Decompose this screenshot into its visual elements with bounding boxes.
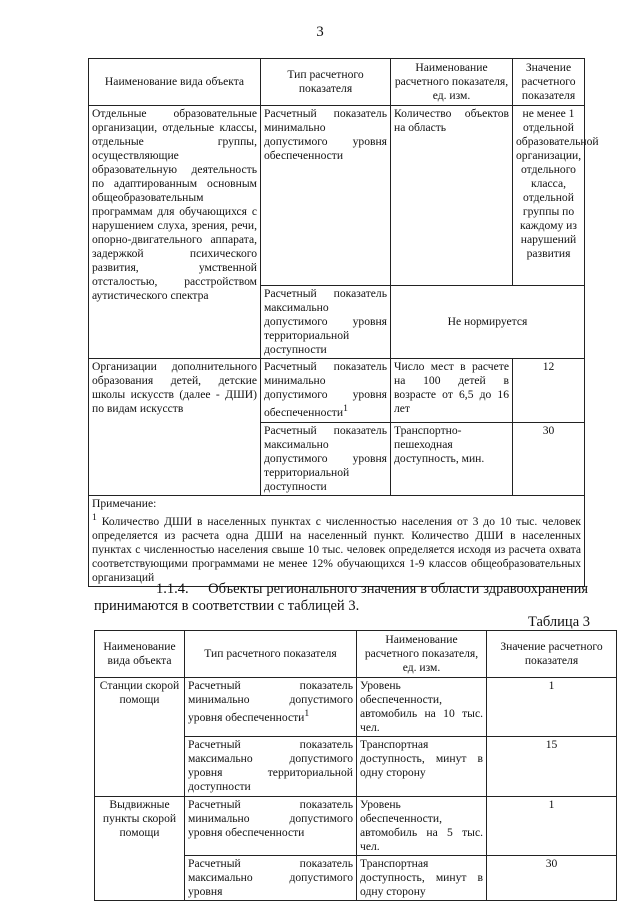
indicator-name-cell: Транспортно-пешеходная доступность, мин.: [391, 423, 513, 496]
note-text: $^1$ Количество ДШИ в населенных пунктах с численностью населения от 3 до 10 тыс. человек определяется из расчета одна ДШИ на населенный пункт. Количество ДШИ в населенных пунктах с численностью населения свыше 10 тыс. человек определяется исходя из расчета охвата соответствующими программами не менее 12% обучающихся 1-9 классов общеобразовательных организаций: [92, 512, 581, 584]
not-normalized-cell: Не нормируется: [391, 286, 585, 359]
header-object: Наименование вида объекта: [89, 59, 261, 106]
header-type: Тип расчетного показателя: [185, 631, 357, 678]
header-value: Значение расчетного показателя: [513, 59, 585, 106]
objects-table-education: [88, 58, 599, 587]
table-row: [95, 797, 617, 856]
indicator-name-cell: Уровень обеспеченности, автомобиль на 10 тыс. чел.: [357, 678, 487, 737]
indicator-value-cell: 1: [487, 678, 617, 737]
objects-table-healthcare: [94, 630, 617, 901]
header-value: Значение расчетного показателя: [487, 631, 617, 678]
type-cell: Расчетный показатель минимально допустимого уровня обеспеченности$^1$: [261, 359, 391, 423]
header-object: Наименование вида объекта: [95, 631, 185, 678]
section-text: Объекты регионального значения в области здравоохранения принимаются в соответствии с таблицей 3.: [94, 581, 589, 614]
object-cell: Организации дополнительного образования детей, детские школы искусств (далее - ДШИ) по видам искусств: [89, 359, 261, 496]
indicator-name-cell: Транспортная доступность, минут в одну сторону: [357, 737, 487, 797]
indicator-name-cell: Транспортная доступность, минут в одну сторону: [357, 856, 487, 901]
note-cell: [89, 496, 585, 587]
indicator-name-cell: Число мест в расчете на 100 детей в возрасте от 6,5 до 16 лет: [391, 359, 513, 423]
footnote-marker: 1: [92, 512, 97, 523]
object-cell: Отдельные образовательные организации, отдельные классы, отдельные группы, осуществляющие образовательную деятельность по адаптированным основным общеобразовательным программам для обучающихся с нарушением слуха, зрения, речи, опорно-двигательного аппарата, задержкой психического развития, умственной отсталостью, расстройством аутистического спектра: [89, 106, 261, 359]
note-title: Примечание:: [92, 497, 157, 510]
type-cell: Расчетный показатель максимально допустимого уровня территориальной доступности: [261, 423, 391, 496]
section-paragraph: [94, 581, 588, 615]
table-header-row: [95, 631, 617, 678]
header-name: Наименование расчетного показателя, ед. изм.: [357, 631, 487, 678]
indicator-value-cell: 12: [513, 359, 585, 423]
header-name: Наименование расчетного показателя, ед. изм.: [391, 59, 513, 106]
table-header-row: [89, 59, 585, 106]
indicator-value-cell: 15: [487, 737, 617, 797]
indicator-value-cell: 1: [487, 797, 617, 856]
object-cell: Станции скорой помощи: [95, 678, 185, 797]
footnote-marker: 1: [304, 708, 310, 719]
indicator-value-cell: не менее 1 отдельной образовательной организации, отдельного класса, отдельной группы по каждому из нарушений развития: [513, 106, 585, 286]
type-cell: Расчетный показатель максимально допустимого уровня территориальной доступности: [185, 737, 357, 797]
type-cell: Расчетный показатель максимально допустимого уровня: [185, 856, 357, 901]
type-cell: Расчетный показатель минимально допустимого уровня обеспеченности: [261, 106, 391, 286]
footnote-marker: 1: [343, 403, 348, 414]
note-row: [89, 496, 585, 587]
header-type: Тип расчетного показателя: [261, 59, 391, 106]
table-caption: Таблица 3: [527, 614, 590, 630]
indicator-name-cell: Уровень обеспеченности, автомобиль на 5 тыс. чел.: [357, 797, 487, 856]
indicator-value-cell: 30: [513, 423, 585, 496]
section-number: 1.1.4.: [156, 581, 189, 597]
table-row: [89, 359, 585, 423]
indicator-name-cell: Количество объектов на область: [391, 106, 513, 286]
table-row: [89, 106, 585, 286]
type-cell: Расчетный показатель максимально допустимого уровня территориальной доступности: [261, 286, 391, 359]
type-cell: Расчетный показатель минимально допустимого уровня обеспеченности: [185, 797, 357, 856]
table-row: [95, 678, 617, 737]
indicator-value-cell: 30: [487, 856, 617, 901]
page-number: 3: [316, 24, 324, 40]
object-cell: Выдвижные пункты скорой помощи: [95, 797, 185, 901]
type-cell: Расчетный показатель минимально допустимого уровня обеспеченности$^1$: [185, 678, 357, 737]
